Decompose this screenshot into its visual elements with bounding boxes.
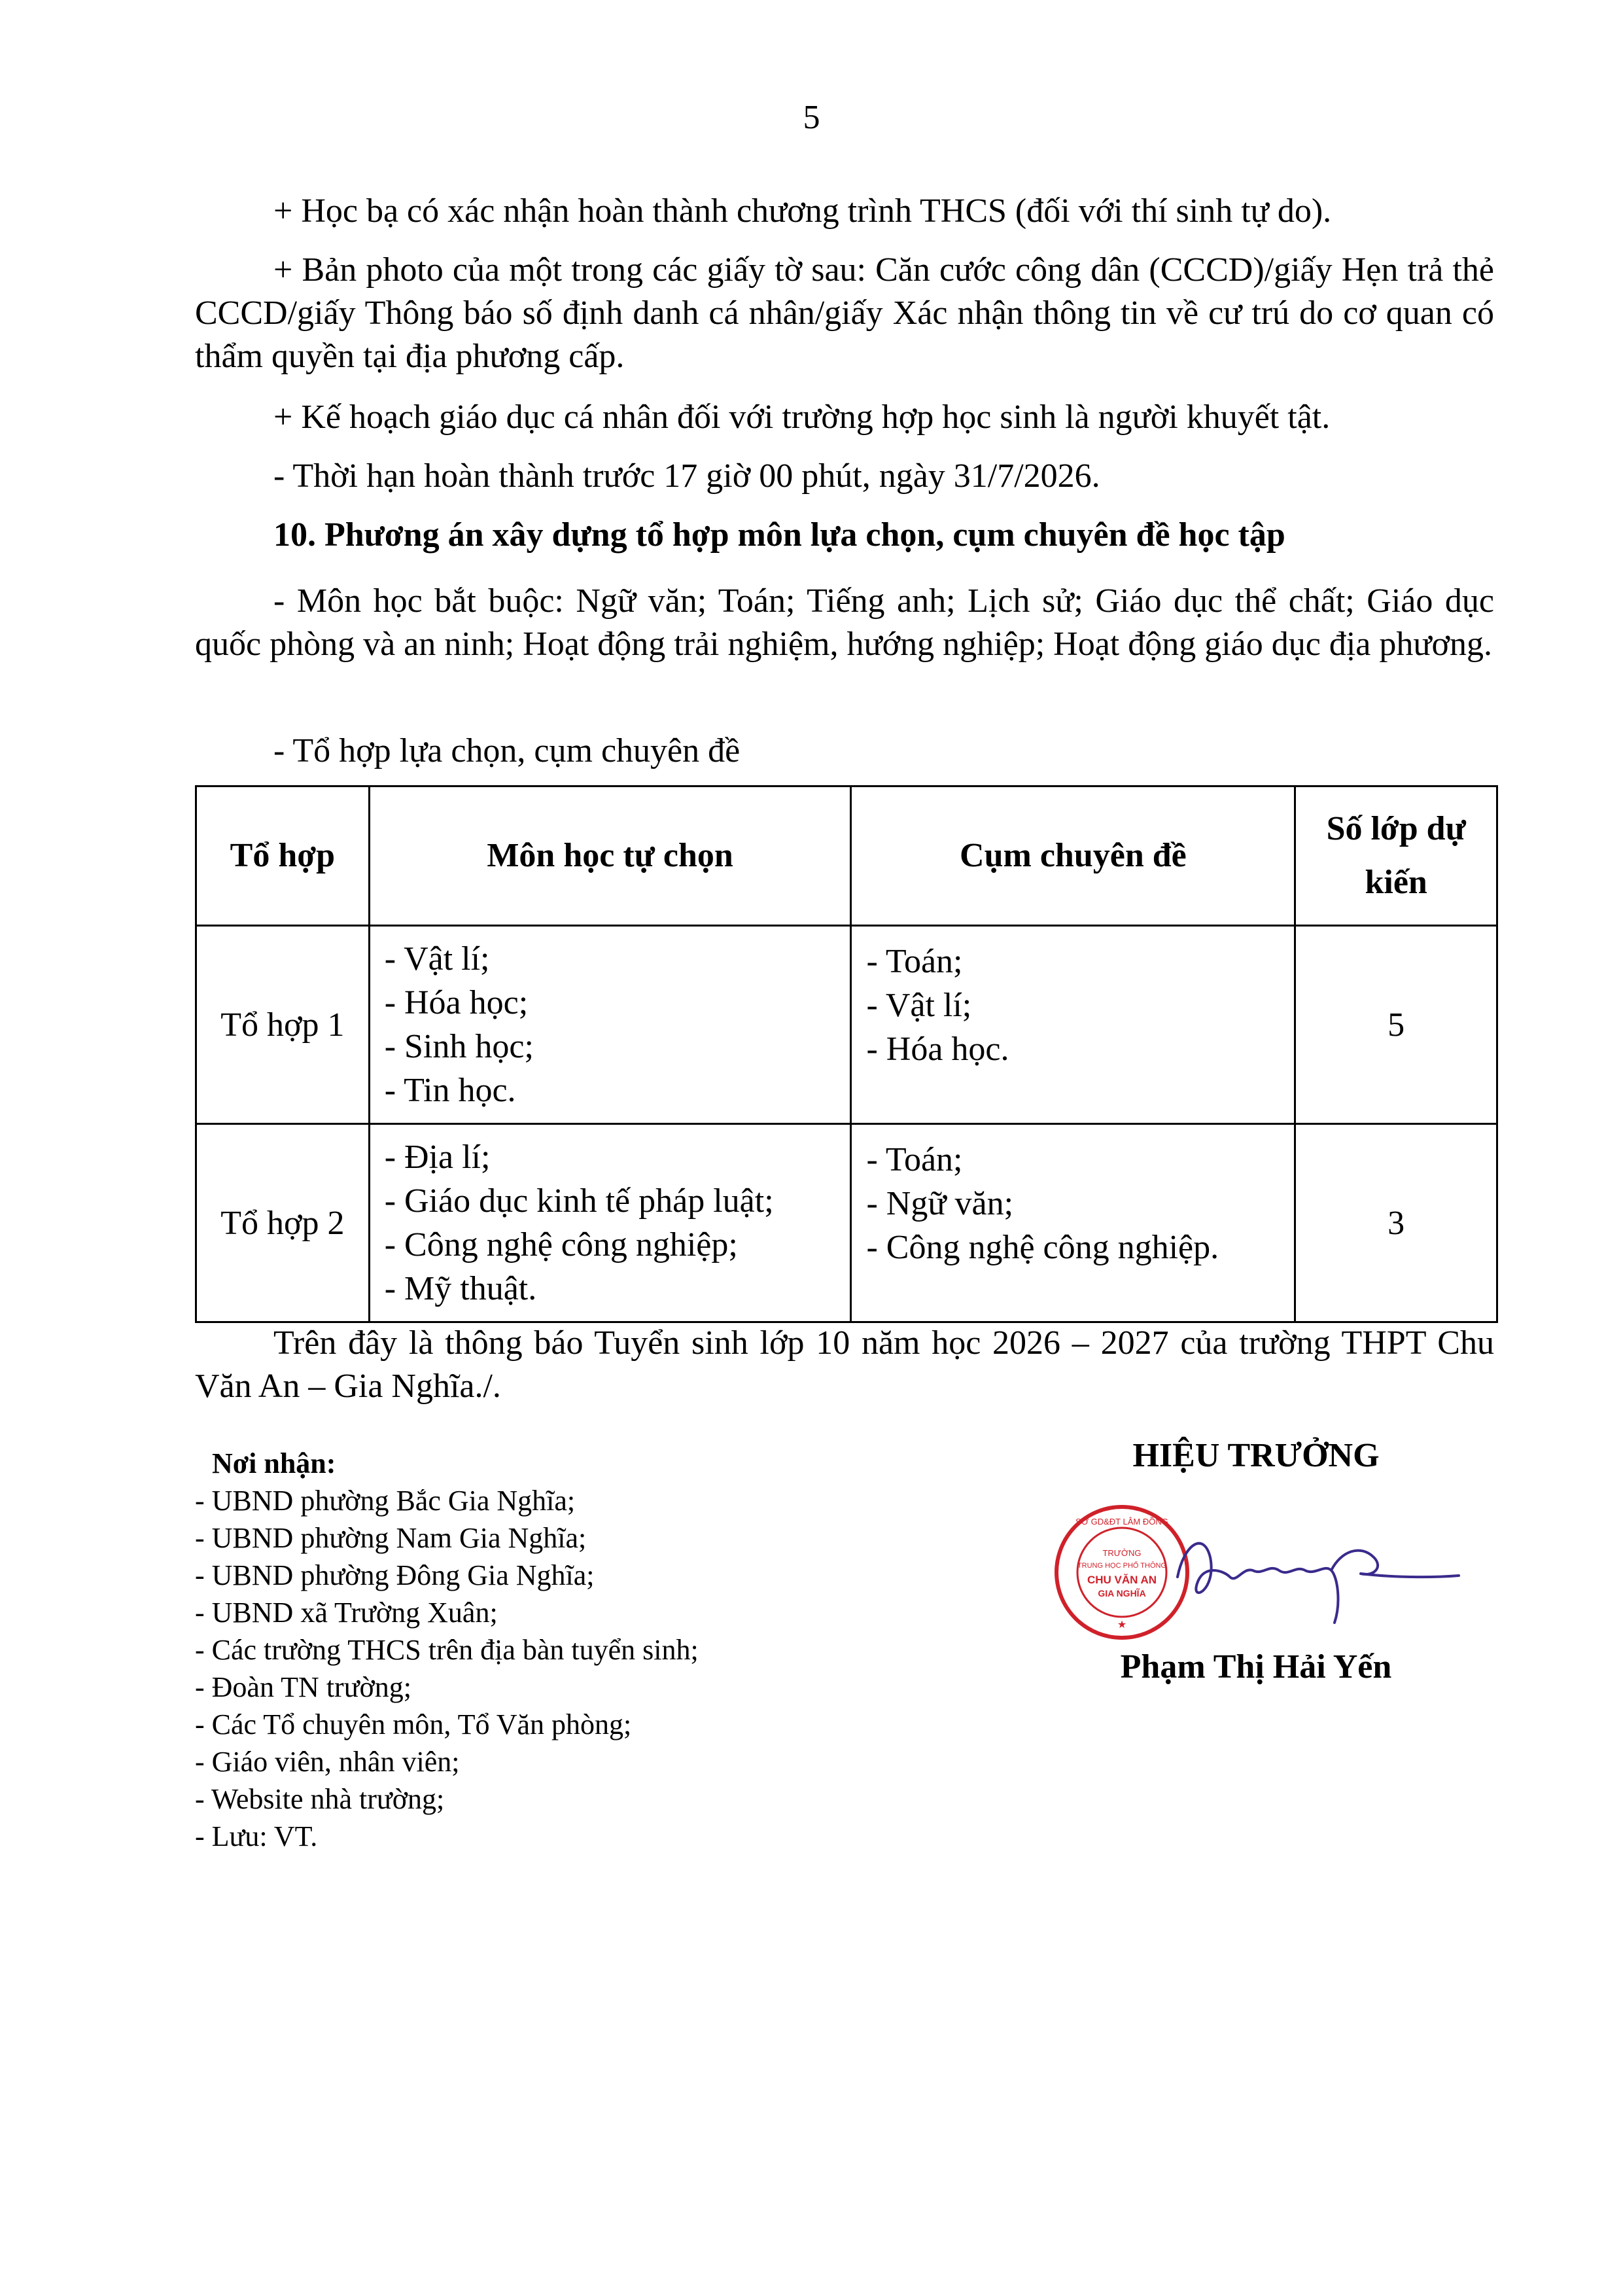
elective-subjects-cell [369,1124,851,1322]
paragraph-id-documents: + Bản photo của một trong các giấy tờ sau: Căn cước công dân (CCCD)/giấy Hẹn trả thẻ CCCD/giấy Thông báo số định danh cá nhân/giấy Xác nhận thông tin về cư trú do cơ quan có thẩm quyền tại địa phương cấp. [195,251,1494,375]
topic-item: - Toán; [866,943,963,980]
subject-item: - Công nghệ công nghiệp; [384,1226,738,1263]
topic-clusters-cell [851,1124,1295,1322]
recipient-item: - Các trường THCS trên địa bàn tuyển sinh; [195,1634,699,1666]
header-topic-clusters: Cụm chuyên đề [851,786,1295,926]
recipient-item: - UBND phường Bắc Gia Nghĩa; [195,1485,576,1517]
recipients-list [195,1445,699,1855]
paragraph-required-subjects: - Môn học bắt buộc: Ngữ văn; Toán; Tiếng anh; Lịch sử; Giáo dục thể chất; Giáo dục quốc phòng và an ninh; Hoạt động trải nghiệm, hướng nghiệp; Hoạt động giáo dục địa phương. [195,582,1494,663]
topic-item: - Ngữ văn; [866,1185,1014,1222]
svg-text:SỞ GD&ĐT LÂM ĐỒNG: SỞ GD&ĐT LÂM ĐỒNG [1075,1517,1168,1527]
combination-name: Tổ hợp 1 [196,926,370,1124]
combination-name: Tổ hợp 2 [196,1124,370,1322]
svg-text:CHU VĂN AN: CHU VĂN AN [1087,1574,1157,1586]
subject-item: - Sinh học; [384,1028,534,1065]
elective-subjects-cell [369,926,851,1124]
svg-text:GIA NGHĨA: GIA NGHĨA [1098,1588,1146,1598]
recipient-item: - UBND xã Trường Xuân; [195,1597,498,1629]
topic-item: - Toán; [866,1141,963,1178]
combination-table [195,785,1498,1323]
signer-title: HIỆU TRƯỞNG [1132,1437,1380,1474]
signer-name: Phạm Thị Hải Yến [1120,1648,1392,1686]
paragraph-report-card: + Học bạ có xác nhận hoàn thành chương trình THCS (đối với thí sinh tự do). [273,192,1332,230]
subject-item: - Mỹ thuật. [384,1270,537,1307]
recipient-item: - Đoàn TN trường; [195,1671,412,1703]
svg-text:★: ★ [1117,1619,1127,1631]
recipient-item: - Các Tổ chuyên môn, Tổ Văn phòng; [195,1708,632,1740]
paragraph-education-plan: + Kế hoạch giáo dục cá nhân đối với trường hợp học sinh là người khuyết tật. [273,398,1331,436]
subject-item: - Tin học. [384,1072,516,1109]
subject-item: - Hóa học; [384,984,529,1021]
handwritten-signature [1164,1505,1465,1636]
svg-text:TRUNG HỌC PHỔ THÔNG: TRUNG HỌC PHỔ THÔNG [1077,1562,1167,1570]
topic-item: - Công nghệ công nghiệp. [866,1229,1219,1266]
recipients-label: Nơi nhận: [212,1447,336,1479]
header-expected-classes: Số lớp dự kiến [1295,786,1497,926]
svg-text:TRƯỜNG: TRƯỜNG [1102,1548,1142,1558]
subject-item: - Giáo dục kinh tế pháp luật; [384,1182,774,1220]
table-row [196,926,1497,1124]
section-heading: 10. Phương án xây dựng tổ hợp môn lựa chọn, cụm chuyên đề học tập [273,516,1285,554]
recipient-item: - UBND phường Đông Gia Nghĩa; [195,1559,595,1591]
paragraph-combo-intro: - Tổ hợp lựa chọn, cụm chuyên đề [273,732,741,769]
subject-item: - Địa lí; [384,1139,491,1176]
topic-item: - Vật lí; [866,987,972,1024]
recipient-item: - Website nhà trường; [195,1783,445,1815]
recipient-item: - UBND phường Nam Gia Nghĩa; [195,1522,587,1554]
topic-clusters-cell [851,926,1295,1124]
paragraph-deadline: - Thời hạn hoàn thành trước 17 giờ 00 phút, ngày 31/7/2026. [273,457,1100,495]
recipient-item: - Giáo viên, nhân viên; [195,1746,460,1778]
page-number: 5 [803,99,820,136]
class-count: 3 [1295,1124,1497,1322]
topic-item: - Hóa học. [866,1031,1009,1068]
header-combination: Tổ hợp [196,786,370,926]
closing-paragraph: Trên đây là thông báo Tuyển sinh lớp 10 năm học 2026 – 2027 của trường THPT Chu Văn An – Gia Nghĩa./. [195,1324,1494,1405]
class-count: 5 [1295,926,1497,1124]
subject-item: - Vật lí; [384,940,490,978]
header-elective-subjects: Môn học tự chọn [369,786,851,926]
table-header-row [196,786,1497,926]
table-row [196,1124,1497,1322]
recipient-item: - Lưu: VT. [195,1820,318,1852]
